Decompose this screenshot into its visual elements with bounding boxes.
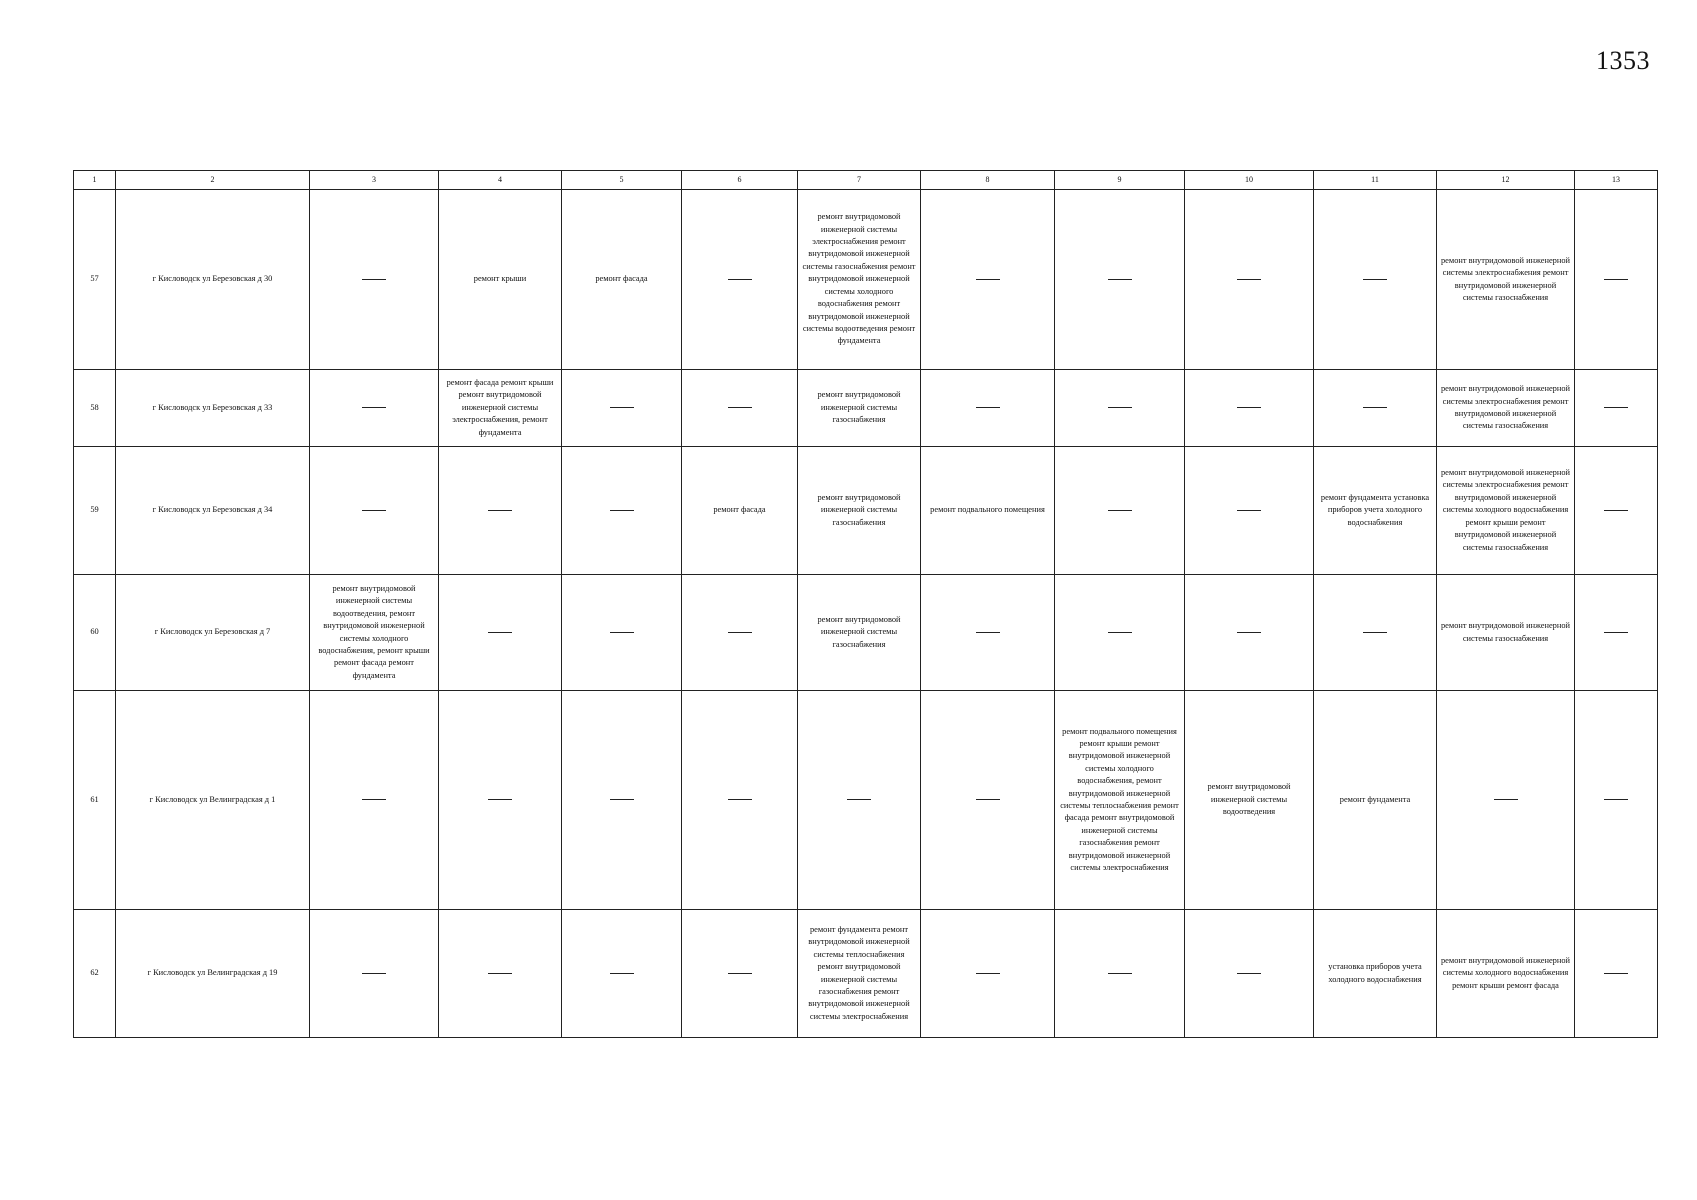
work-cell-col-10 (1185, 447, 1314, 575)
dash-mark (610, 510, 634, 511)
work-cell-col-9: ремонт подвального помещения ремонт крыши ремонт внутридомовой инженерной системы холодного водоснабжения, ремонт внутридомовой инженерной системы теплоснабжения ремонт фасада ремонт внутридомовой инженерной системы газоснабжения ремонт внутридомовой инженерной системы электроснабжения (1055, 691, 1185, 910)
work-cell-col-6 (682, 370, 798, 447)
work-cell-col-9 (1055, 190, 1185, 370)
work-cell-col-6 (682, 575, 798, 691)
work-cell-col-4 (439, 575, 562, 691)
work-cell-col-7: ремонт внутридомовой инженерной системы газоснабжения (798, 447, 921, 575)
dash-mark (1363, 632, 1387, 633)
work-cell-col-4 (439, 910, 562, 1038)
work-cell-col-12: ремонт внутридомовой инженерной системы электроснабжения ремонт внутридомовой инженерной системы газоснабжения (1437, 190, 1575, 370)
dash-mark (362, 973, 386, 974)
column-number-12: 12 (1437, 171, 1575, 190)
column-number-13: 13 (1575, 171, 1658, 190)
dash-mark (1604, 973, 1628, 974)
column-number-6: 6 (682, 171, 798, 190)
work-cell-col-3 (310, 370, 439, 447)
dash-mark (362, 799, 386, 800)
dash-mark (1108, 407, 1132, 408)
dash-mark (610, 799, 634, 800)
dash-mark (488, 973, 512, 974)
work-cell-col-11 (1314, 575, 1437, 691)
header-row (74, 171, 1658, 190)
work-cell-col-11: ремонт фундамента (1314, 691, 1437, 910)
row-number: 57 (74, 190, 116, 370)
column-number-9: 9 (1055, 171, 1185, 190)
work-cell-col-6: ремонт фасада (682, 447, 798, 575)
dash-mark (976, 632, 1000, 633)
work-cell-col-13 (1575, 447, 1658, 575)
work-cell-col-11 (1314, 190, 1437, 370)
dash-mark (728, 799, 752, 800)
dash-mark (362, 407, 386, 408)
work-cell-col-8 (921, 370, 1055, 447)
work-cell-col-5 (562, 575, 682, 691)
work-cell-col-13 (1575, 370, 1658, 447)
work-cell-col-4 (439, 447, 562, 575)
dash-mark (1604, 799, 1628, 800)
row-number: 59 (74, 447, 116, 575)
dash-mark (1494, 799, 1518, 800)
row-number: 60 (74, 575, 116, 691)
work-cell-col-12 (1437, 691, 1575, 910)
work-cell-col-11: ремонт фундамента установка приборов учета холодного водоснабжения (1314, 447, 1437, 575)
dash-mark (976, 407, 1000, 408)
work-cell-col-4: ремонт фасада ремонт крыши ремонт внутридомовой инженерной системы электроснабжения, ремонт фундамента (439, 370, 562, 447)
work-cell-col-12: ремонт внутридомовой инженерной системы электроснабжения ремонт внутридомовой инженерной системы холодного водоснабжения ремонт крыши ремонт внутридомовой инженерной системы газоснабжения (1437, 447, 1575, 575)
work-cell-col-10 (1185, 575, 1314, 691)
work-cell-col-9 (1055, 575, 1185, 691)
work-cell-col-6 (682, 190, 798, 370)
dash-mark (488, 510, 512, 511)
dash-mark (1108, 510, 1132, 511)
work-cell-col-3 (310, 447, 439, 575)
dash-mark (362, 510, 386, 511)
work-cell-col-13 (1575, 910, 1658, 1038)
work-cell-col-3 (310, 910, 439, 1038)
address-cell: г Кисловодск ул Березовская д 34 (116, 447, 310, 575)
address-cell: г Кисловодск ул Березовская д 30 (116, 190, 310, 370)
page-number: 1353 (1596, 46, 1650, 75)
dash-mark (1237, 510, 1261, 511)
table-row (74, 190, 1658, 370)
column-number-3: 3 (310, 171, 439, 190)
work-cell-col-5 (562, 447, 682, 575)
dash-mark (976, 799, 1000, 800)
dash-mark (1237, 279, 1261, 280)
work-cell-col-8 (921, 575, 1055, 691)
work-cell-col-10 (1185, 910, 1314, 1038)
dash-mark (488, 632, 512, 633)
work-cell-col-8: ремонт подвального помещения (921, 447, 1055, 575)
row-number: 61 (74, 691, 116, 910)
dash-mark (976, 973, 1000, 974)
work-cell-col-7: ремонт внутридомовой инженерной системы газоснабжения (798, 575, 921, 691)
work-cell-col-3: ремонт внутридомовой инженерной системы водоотведения, ремонт внутридомовой инженерной системы холодного водоснабжения, ремонт крыши ремонт фасада ремонт фундамента (310, 575, 439, 691)
dash-mark (610, 632, 634, 633)
column-number-8: 8 (921, 171, 1055, 190)
work-cell-col-7: ремонт внутридомовой инженерной системы электроснабжения ремонт внутридомовой инженерной системы газоснабжения ремонт внутридомовой инженерной системы холодного водоснабжения ремонт внутридомовой инженерной системы водоотведения ремонт фундамента (798, 190, 921, 370)
work-cell-col-5 (562, 370, 682, 447)
work-cell-col-4: ремонт крыши (439, 190, 562, 370)
dash-mark (1363, 279, 1387, 280)
work-cell-col-12: ремонт внутридомовой инженерной системы электроснабжения ремонт внутридомовой инженерной системы газоснабжения (1437, 370, 1575, 447)
dash-mark (976, 279, 1000, 280)
table-row (74, 370, 1658, 447)
work-cell-col-5 (562, 691, 682, 910)
column-number-11: 11 (1314, 171, 1437, 190)
table-row (74, 691, 1658, 910)
work-cell-col-12: ремонт внутридомовой инженерной системы газоснабжения (1437, 575, 1575, 691)
work-cell-col-10: ремонт внутридомовой инженерной системы водоотведения (1185, 691, 1314, 910)
dash-mark (728, 973, 752, 974)
dash-mark (1363, 407, 1387, 408)
work-cell-col-13 (1575, 190, 1658, 370)
dash-mark (610, 973, 634, 974)
table-row (74, 575, 1658, 691)
dash-mark (1604, 632, 1628, 633)
table-row (74, 910, 1658, 1038)
dash-mark (1237, 407, 1261, 408)
address-cell: г Кисловодск ул Велинградская д 1 (116, 691, 310, 910)
work-cell-col-13 (1575, 575, 1658, 691)
work-cell-col-10 (1185, 370, 1314, 447)
dash-mark (362, 279, 386, 280)
dash-mark (488, 799, 512, 800)
work-cell-col-7: ремонт фундамента ремонт внутридомовой инженерной системы теплоснабжения ремонт внутридомовой инженерной системы газоснабжения ремонт внутридомовой инженерной системы электроснабжения (798, 910, 921, 1038)
work-cell-col-9 (1055, 447, 1185, 575)
dash-mark (1237, 973, 1261, 974)
row-number: 58 (74, 370, 116, 447)
work-cell-col-11: установка приборов учета холодного водоснабжения (1314, 910, 1437, 1038)
work-cell-col-6 (682, 691, 798, 910)
dash-mark (1108, 973, 1132, 974)
dash-mark (1604, 407, 1628, 408)
dash-mark (728, 279, 752, 280)
work-cell-col-11 (1314, 370, 1437, 447)
work-cell-col-8 (921, 190, 1055, 370)
work-cell-col-5 (562, 910, 682, 1038)
address-cell: г Кисловодск ул Березовская д 33 (116, 370, 310, 447)
dash-mark (728, 632, 752, 633)
work-cell-col-4 (439, 691, 562, 910)
work-cell-col-6 (682, 910, 798, 1038)
dash-mark (1604, 279, 1628, 280)
work-cell-col-5: ремонт фасада (562, 190, 682, 370)
work-cell-col-7 (798, 691, 921, 910)
work-cell-col-3 (310, 190, 439, 370)
dash-mark (1237, 632, 1261, 633)
dash-mark (728, 407, 752, 408)
column-number-10: 10 (1185, 171, 1314, 190)
work-cell-col-7: ремонт внутридомовой инженерной системы газоснабжения (798, 370, 921, 447)
column-number-2: 2 (116, 171, 310, 190)
work-cell-col-13 (1575, 691, 1658, 910)
dash-mark (1108, 279, 1132, 280)
column-number-7: 7 (798, 171, 921, 190)
address-cell: г Кисловодск ул Березовская д 7 (116, 575, 310, 691)
work-cell-col-9 (1055, 370, 1185, 447)
column-number-5: 5 (562, 171, 682, 190)
dash-mark (610, 407, 634, 408)
dash-mark (847, 799, 871, 800)
dash-mark (1604, 510, 1628, 511)
work-cell-col-12: ремонт внутридомовой инженерной системы холодного водоснабжения ремонт крыши ремонт фасада (1437, 910, 1575, 1038)
repair-schedule-table (73, 170, 1658, 1038)
work-cell-col-10 (1185, 190, 1314, 370)
work-cell-col-8 (921, 691, 1055, 910)
work-cell-col-8 (921, 910, 1055, 1038)
table-row (74, 447, 1658, 575)
column-number-4: 4 (439, 171, 562, 190)
address-cell: г Кисловодск ул Велинградская д 19 (116, 910, 310, 1038)
row-number: 62 (74, 910, 116, 1038)
dash-mark (1108, 632, 1132, 633)
work-cell-col-3 (310, 691, 439, 910)
work-cell-col-9 (1055, 910, 1185, 1038)
column-number-1: 1 (74, 171, 116, 190)
